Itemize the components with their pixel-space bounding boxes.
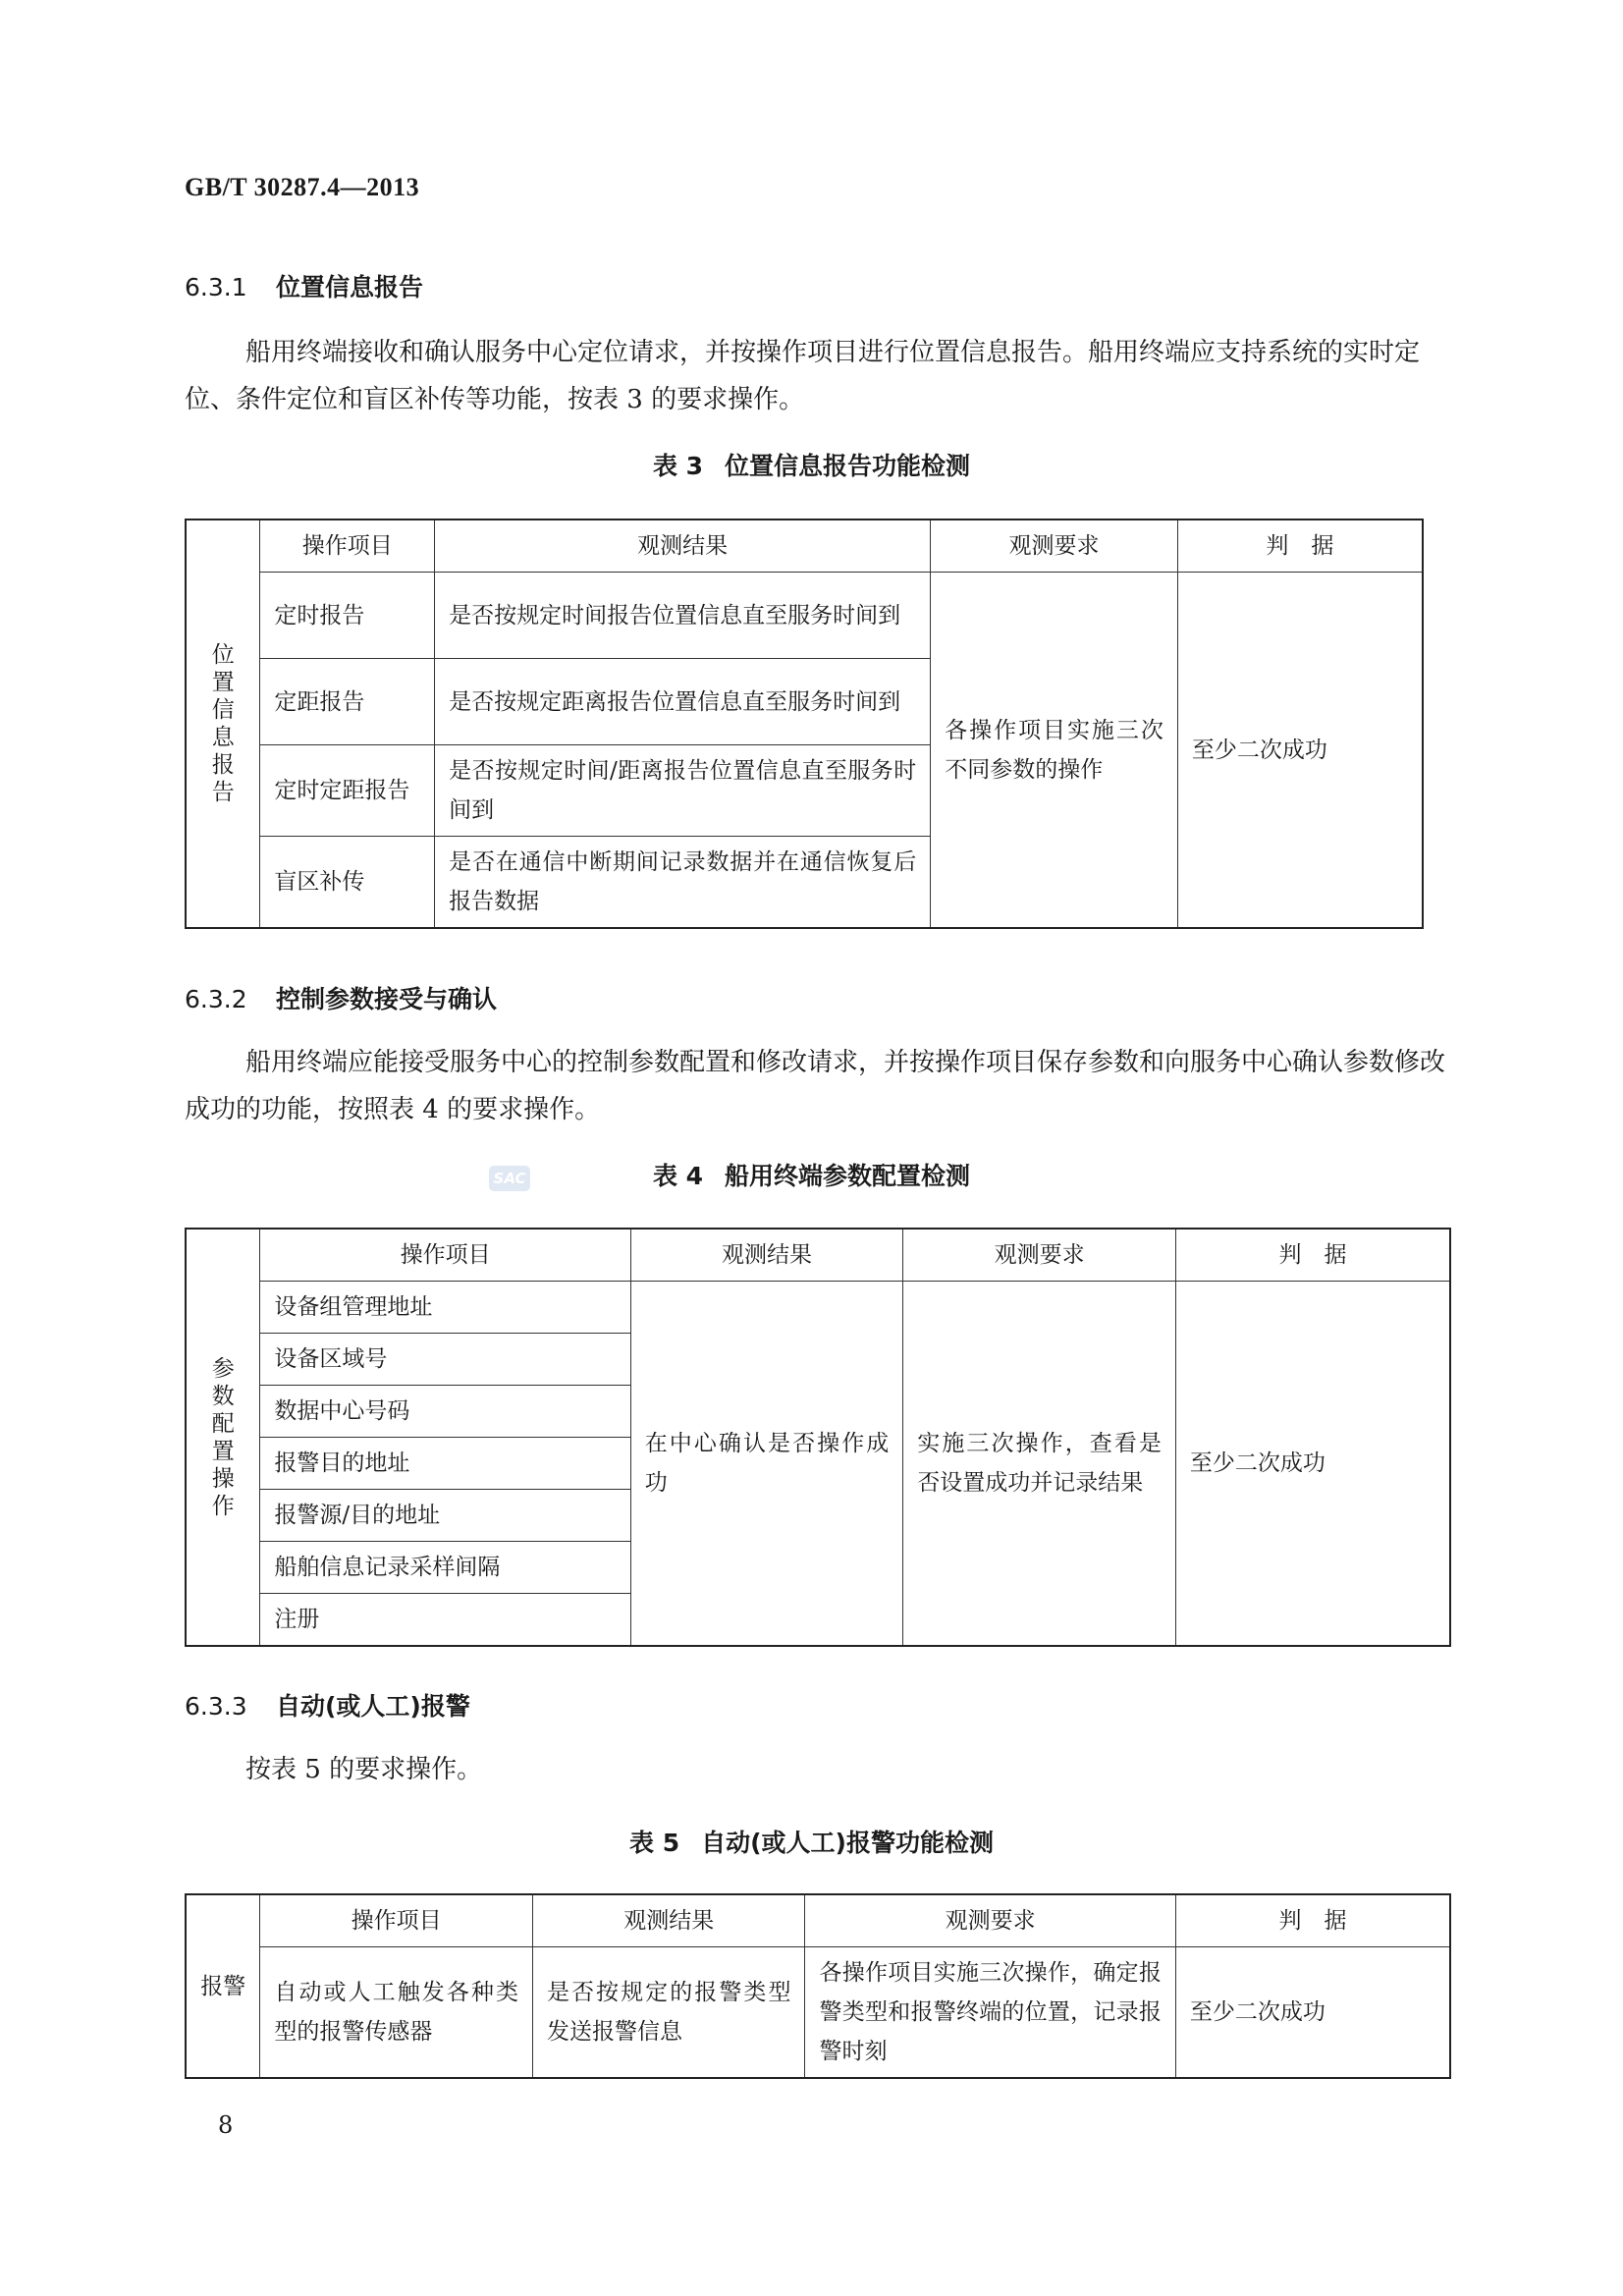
table-header-cell: 观测要求 [903, 1229, 1176, 1282]
observation-requirement-cell: 各操作项目实施三次不同参数的操作 [931, 573, 1178, 929]
criterion-cell: 至少二次成功 [1175, 1282, 1450, 1647]
section-title: 自动(或人工)报警 [276, 1692, 470, 1721]
observation-result-cell: 是否按规定距离报告位置信息直至服务时间到 [435, 659, 931, 745]
table-caption-number: 表 5 [629, 1829, 680, 1857]
criterion-cell: 至少二次成功 [1177, 573, 1423, 929]
table-caption-title: 船用终端参数配置检测 [725, 1162, 971, 1190]
observation-result-cell: 是否按规定时间/距离报告位置信息直至服务时间到 [435, 745, 931, 837]
table-3 [185, 519, 1424, 929]
table-header-cell: 观测要求 [931, 519, 1178, 573]
section-heading-632 [185, 980, 497, 1015]
table-header-cell: 判 据 [1175, 1229, 1450, 1282]
operation-item-cell: 定时报告 [260, 573, 435, 659]
section-heading-633 [185, 1687, 470, 1722]
operation-item-cell: 定距报告 [260, 659, 435, 745]
section-title: 位置信息报告 [276, 273, 424, 301]
table-header-cell: 观测结果 [532, 1894, 805, 1947]
table-header-cell: 操作项目 [260, 1229, 630, 1282]
observation-requirement-cell: 各操作项目实施三次操作，确定报警类型和报警终端的位置，记录报警时刻 [805, 1947, 1175, 2079]
operation-item-cell: 设备组管理地址 [260, 1282, 630, 1334]
table-5-caption [0, 1824, 1623, 1859]
observation-result-cell: 是否按规定的报警类型发送报警信息 [532, 1947, 805, 2079]
operation-item-cell: 定时定距报告 [260, 745, 435, 837]
table-header-cell: 判 据 [1175, 1894, 1450, 1947]
table-side-label: 参数配置操作 [186, 1229, 260, 1646]
sac-watermark-logo: SAC [489, 1166, 530, 1191]
observation-result-cell: 是否按规定时间报告位置信息直至服务时间到 [435, 573, 931, 659]
section-paragraph-633: 按表 5 的要求操作。 [245, 1755, 483, 1784]
page-number: 8 [218, 2111, 234, 2139]
table-caption-title: 自动(或人工)报警功能检测 [701, 1829, 994, 1857]
table-header-cell: 判 据 [1177, 519, 1423, 573]
table-4-caption [0, 1157, 1623, 1192]
table-header-cell: 操作项目 [260, 519, 435, 573]
operation-item-cell: 报警目的地址 [260, 1438, 630, 1490]
observation-result-cell: 是否在通信中断期间记录数据并在通信恢复后报告数据 [435, 837, 931, 929]
section-number: 6.3.3 [185, 1692, 247, 1721]
section-number: 6.3.1 [185, 273, 247, 301]
table-caption-number: 表 3 [652, 452, 704, 480]
table-header-cell: 观测结果 [435, 519, 931, 573]
table-3-caption [0, 447, 1623, 482]
section-number: 6.3.2 [185, 985, 247, 1013]
table-header-cell: 操作项目 [260, 1894, 533, 1947]
section-paragraph-632: 船用终端应能接受服务中心的控制参数配置和修改请求，并按操作项目保存参数和向服务中心确认参数修改成功的功能，按照表 4 的要求操作。 [185, 1048, 1446, 1124]
document-code-header: GB/T 30287.4—2013 [185, 173, 420, 201]
observation-result-cell: 在中心确认是否操作成功 [630, 1282, 903, 1647]
observation-requirement-cell: 实施三次操作，查看是否设置成功并记录结果 [903, 1282, 1176, 1647]
criterion-cell: 至少二次成功 [1175, 1947, 1450, 2079]
table-5 [185, 1893, 1451, 2079]
table-caption-number: 表 4 [652, 1162, 704, 1190]
table-side-label: 位置信息报告 [186, 519, 260, 928]
section-title: 控制参数接受与确认 [276, 985, 498, 1013]
section-heading-631 [185, 268, 423, 303]
table-side-label: 报警 [186, 1894, 260, 2078]
operation-item-cell: 报警源/目的地址 [260, 1490, 630, 1542]
table-4 [185, 1228, 1451, 1647]
table-header-cell: 观测要求 [805, 1894, 1175, 1947]
operation-item-cell: 注册 [260, 1594, 630, 1647]
operation-item-cell: 设备区域号 [260, 1334, 630, 1386]
operation-item-cell: 船舶信息记录采样间隔 [260, 1542, 630, 1594]
table-caption-title: 位置信息报告功能检测 [725, 452, 971, 480]
operation-item-cell: 自动或人工触发各种类型的报警传感器 [260, 1947, 533, 2079]
operation-item-cell: 盲区补传 [260, 837, 435, 929]
table-header-cell: 观测结果 [630, 1229, 903, 1282]
section-paragraph-631: 船用终端接收和确认服务中心定位请求，并按操作项目进行位置信息报告。船用终端应支持系统的实时定位、条件定位和盲区补传等功能，按表 3 的要求操作。 [185, 338, 1421, 414]
operation-item-cell: 数据中心号码 [260, 1386, 630, 1438]
